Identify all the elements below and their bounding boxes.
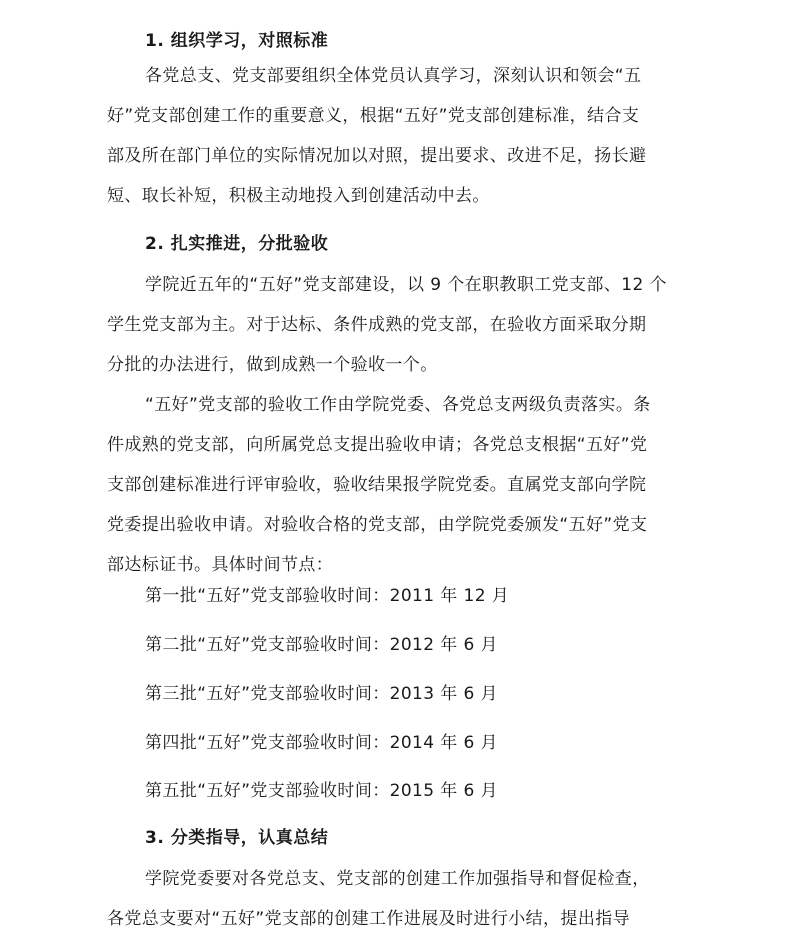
paragraph-line: 学院近五年的“五好”党支部建设，以 9 个在职教职工党支部、12 个: [145, 275, 667, 295]
paragraph-line: 各党总支要对“五好”党支部的创建工作进展及时进行小结，提出指导: [107, 909, 631, 929]
paragraph-line: 短、取长补短，积极主动地投入到创建活动中去。: [107, 186, 490, 206]
section-3-paragraph-1: [107, 859, 693, 939]
section-1-heading: 1. 组织学习，对照标准: [145, 31, 329, 51]
paragraph-line: 件成熟的党支部，向所属党总支提出验收申请；各党总支根据“五好”党: [107, 435, 648, 455]
batch-5-schedule: 第五批“五好”党支部验收时间：2015 年 6 月: [145, 781, 498, 801]
paragraph-line: 学院党委要对各党总支、党支部的创建工作加强指导和督促检查，: [145, 869, 650, 889]
paragraph-line: 各党总支、党支部要组织全体党员认真学习，深刻认识和领会“五: [145, 66, 642, 86]
section-2-heading: 2. 扎实推进，分批验收: [145, 234, 329, 254]
batch-4-schedule: 第四批“五好”党支部验收时间：2014 年 6 月: [145, 733, 498, 753]
paragraph-line: 支部创建标准进行评审验收，验收结果报学院党委。直属党支部向学院: [107, 475, 647, 495]
section-3-heading: 3. 分类指导，认真总结: [145, 828, 329, 848]
paragraph-line: 党委提出验收申请。对验收合格的党支部，由学院党委颁发“五好”党支: [107, 515, 648, 535]
section-1-paragraph-1: [107, 56, 693, 216]
paragraph-line: 部及所在部门单位的实际情况加以对照，提出要求、改进不足，扬长避: [107, 146, 647, 166]
section-2-paragraph-1: [107, 265, 693, 385]
paragraph-line: 分批的办法进行，做到成熟一个验收一个。: [107, 355, 438, 375]
section-2-paragraph-2: [107, 385, 693, 585]
paragraph-line: 学生党支部为主。对于达标、条件成熟的党支部，在验收方面采取分期: [107, 315, 647, 335]
paragraph-line: “五好”党支部的验收工作由学院党委、各党总支两级负责落实。条: [145, 395, 651, 415]
batch-1-schedule: 第一批“五好”党支部验收时间：2011 年 12 月: [145, 586, 510, 606]
batch-3-schedule: 第三批“五好”党支部验收时间：2013 年 6 月: [145, 684, 498, 704]
paragraph-line: 部达标证书。具体时间节点：: [107, 555, 334, 575]
paragraph-line: 好”党支部创建工作的重要意义，根据“五好”党支部创建标准，结合支: [107, 106, 640, 126]
batch-2-schedule: 第二批“五好”党支部验收时间：2012 年 6 月: [145, 635, 498, 655]
